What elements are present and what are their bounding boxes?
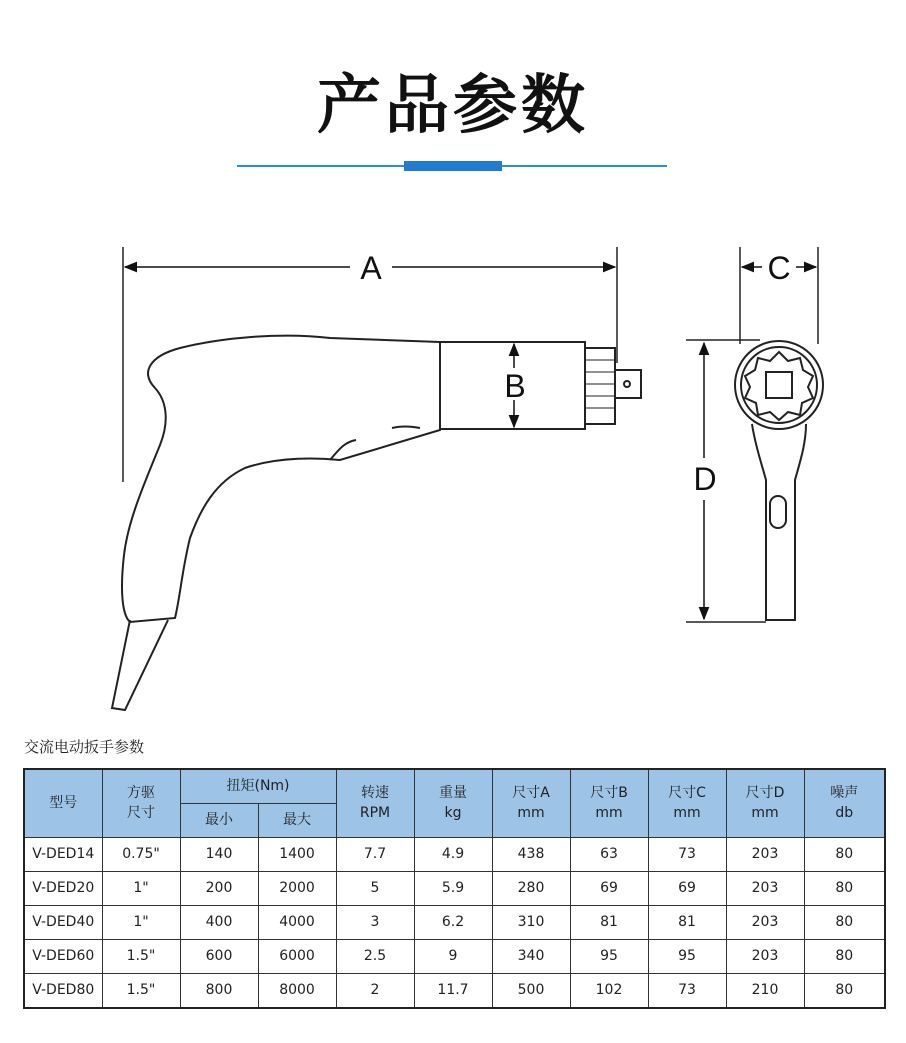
cell-model: V-DED60: [24, 939, 102, 973]
header-size-c: 尺寸C mm: [648, 769, 726, 837]
cell-torque-max: 8000: [258, 973, 336, 1008]
parameter-table: [23, 768, 886, 1009]
cell-drive: 1": [102, 905, 180, 939]
cell-weight: 4.9: [414, 837, 492, 871]
cell-noise: 80: [804, 939, 885, 973]
header-drive: 方驱 尺寸: [102, 769, 180, 837]
header-weight: 重量 kg: [414, 769, 492, 837]
cell-torque-min: 800: [180, 973, 258, 1008]
cell-size-c: 95: [648, 939, 726, 973]
table-caption: 交流电动扳手参数: [24, 738, 145, 756]
cell-size-b: 69: [570, 871, 648, 905]
header-torque-max: 最大: [258, 803, 336, 837]
cell-drive: 1.5": [102, 973, 180, 1008]
cell-size-a: 310: [492, 905, 570, 939]
cell-size-a: 280: [492, 871, 570, 905]
cell-size-b: 81: [570, 905, 648, 939]
cell-torque-min: 400: [180, 905, 258, 939]
cell-size-d: 210: [726, 973, 804, 1008]
table-row: [24, 905, 885, 939]
cell-size-a: 438: [492, 837, 570, 871]
cell-speed: 3: [336, 905, 414, 939]
cell-torque-max: 4000: [258, 905, 336, 939]
header-size-a: 尺寸A mm: [492, 769, 570, 837]
cell-speed: 2.5: [336, 939, 414, 973]
cell-drive: 0.75": [102, 837, 180, 871]
cell-size-d: 203: [726, 905, 804, 939]
cell-torque-min: 140: [180, 837, 258, 871]
cell-size-d: 203: [726, 939, 804, 973]
table-row: [24, 939, 885, 973]
title-accent-bar: [404, 161, 502, 171]
cell-noise: 80: [804, 871, 885, 905]
cell-drive: 1": [102, 871, 180, 905]
dimension-label-c: C: [767, 250, 791, 286]
table-row: [24, 837, 885, 871]
header-speed: 转速 RPM: [336, 769, 414, 837]
wrench-front-view: [686, 247, 823, 622]
header-noise: 噪声 db: [804, 769, 885, 837]
cell-weight: 9: [414, 939, 492, 973]
cell-weight: 11.7: [414, 973, 492, 1008]
cell-size-a: 340: [492, 939, 570, 973]
wrench-dimension-diagram: [0, 220, 906, 720]
dimension-label-b: B: [504, 368, 526, 404]
header-size-b: 尺寸B mm: [570, 769, 648, 837]
dimension-label-a: A: [360, 250, 382, 286]
cell-noise: 80: [804, 973, 885, 1008]
header-torque: 扭矩(Nm): [180, 769, 336, 803]
table-row: [24, 871, 885, 905]
cell-torque-max: 6000: [258, 939, 336, 973]
cell-size-c: 73: [648, 837, 726, 871]
cell-size-c: 73: [648, 973, 726, 1008]
cell-speed: 7.7: [336, 837, 414, 871]
cell-speed: 2: [336, 973, 414, 1008]
cell-torque-max: 2000: [258, 871, 336, 905]
cell-speed: 5: [336, 871, 414, 905]
cell-model: V-DED20: [24, 871, 102, 905]
cell-size-d: 203: [726, 837, 804, 871]
cell-drive: 1.5": [102, 939, 180, 973]
wrench-side-view: [112, 247, 641, 710]
cell-weight: 6.2: [414, 905, 492, 939]
table-row: [24, 973, 885, 1008]
cell-size-a: 500: [492, 973, 570, 1008]
header-size-d: 尺寸D mm: [726, 769, 804, 837]
header-model: 型号: [24, 769, 102, 837]
cell-size-b: 63: [570, 837, 648, 871]
cell-noise: 80: [804, 905, 885, 939]
page-title: 产品参数: [317, 69, 589, 143]
cell-torque-max: 1400: [258, 837, 336, 871]
dimension-label-d: D: [693, 461, 717, 497]
cell-model: V-DED40: [24, 905, 102, 939]
cell-size-c: 69: [648, 871, 726, 905]
cell-size-b: 95: [570, 939, 648, 973]
cell-model: V-DED14: [24, 837, 102, 871]
cell-size-c: 81: [648, 905, 726, 939]
cell-model: V-DED80: [24, 973, 102, 1008]
cell-size-b: 102: [570, 973, 648, 1008]
cell-noise: 80: [804, 837, 885, 871]
cell-torque-min: 200: [180, 871, 258, 905]
cell-weight: 5.9: [414, 871, 492, 905]
cell-torque-min: 600: [180, 939, 258, 973]
cell-size-d: 203: [726, 871, 804, 905]
header-torque-min: 最小: [180, 803, 258, 837]
